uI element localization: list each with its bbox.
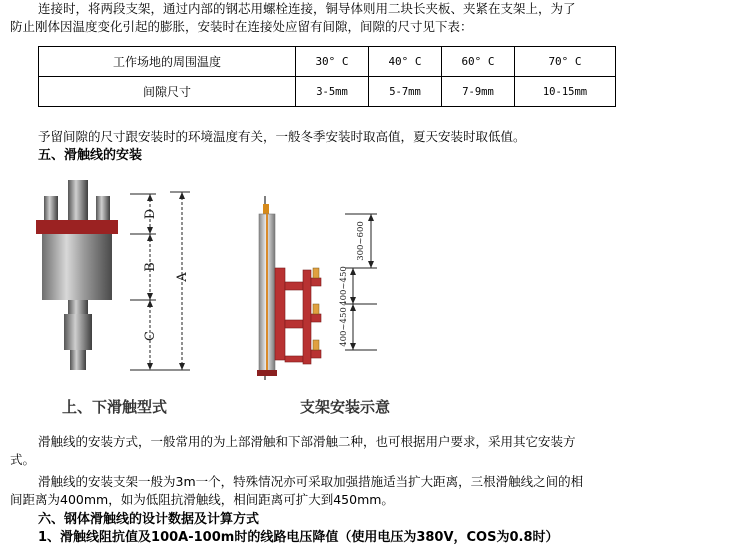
figure-caption: 支架安装示意 (300, 398, 391, 416)
table-cell: 60° C (442, 47, 515, 77)
bracket-arm (285, 320, 303, 328)
dim-label: 300~600 (356, 221, 366, 261)
subsection-title: 1、滑触线阻抗值及100A-100m时的线路电压降值（使用电压为380V，COS为0.8时） (38, 530, 559, 545)
paragraph-line: 连接时，将两段支架，通过内部的钢芯用螺栓连接，铜导体则用二块长夹板、夹紧在支架上，为了 (38, 1, 576, 16)
table-cell: 3-5mm (296, 77, 369, 107)
body (42, 234, 112, 300)
dim-label-c: C (143, 331, 158, 341)
dim-label: 400~450 (339, 307, 349, 347)
top-stud (44, 196, 58, 220)
figure-caption: 上、下滑触型式 (62, 398, 168, 416)
bracket-arm (285, 282, 303, 290)
bracket-arm (303, 270, 311, 364)
bracket-figure (245, 170, 415, 395)
dim-label: 400~450 (339, 266, 349, 306)
bracket-arm (285, 356, 303, 362)
insulator (313, 304, 319, 314)
red-flange (36, 220, 118, 234)
table-cell: 5-7mm (369, 77, 442, 107)
rod-foot (257, 370, 277, 376)
bracket-arm (311, 314, 321, 322)
top-stud (68, 180, 88, 220)
shaft (68, 300, 88, 314)
shaft (70, 350, 86, 370)
rod-core (266, 214, 268, 372)
insulator (313, 340, 319, 350)
shaft (64, 314, 92, 350)
table-row-header: 间隙尺寸 (39, 77, 296, 107)
paragraph-line: 防止刚体因温度变化引起的膨胀，安装时在连接处应留有间隙，间隙的尺寸见下表： (10, 19, 473, 34)
paragraph-line: 滑触线的安装支架一般为3m一个，特殊情况亦可采取加强措施适当扩大距离，三根滑触线之间的相 (38, 474, 584, 489)
bracket-arm (311, 278, 321, 286)
bracket-arm (275, 268, 285, 360)
dim-label-a: A (175, 272, 190, 282)
dim-label-d: D (143, 208, 158, 220)
table-row-header: 工作场地的周围温度 (39, 47, 296, 77)
dim-label-b: B (143, 262, 158, 272)
top-stud (96, 196, 110, 220)
table-cell: 40° C (369, 47, 442, 77)
gap-size-table (38, 46, 616, 107)
bracket-arm (311, 350, 321, 358)
table-cell: 10-15mm (515, 77, 616, 107)
rod-cap (263, 204, 269, 214)
table-cell: 7-9mm (442, 77, 515, 107)
collector-figure (30, 170, 230, 395)
table-cell: 30° C (296, 47, 369, 77)
section-title: 六、钢体滑触线的设计数据及计算方式 (38, 512, 260, 527)
paragraph-line: 予留间隙的尺寸跟安装时的环境温度有关，一般冬季安装时取高值，夏天安装时取低值。 (38, 129, 526, 144)
table-cell: 70° C (515, 47, 616, 77)
paragraph-line: 滑触线的安装方式，一般常用的为上部滑触和下部滑触二种，也可根据用户要求，采用其它安装方 (38, 434, 576, 449)
paragraph-line: 间距离为400mm，如为低阻抗滑触线，相间距离可扩大到450mm。 (10, 492, 394, 507)
insulator (313, 268, 319, 278)
paragraph-line: 式。 (10, 452, 36, 467)
section-title: 五、滑触线的安装 (38, 148, 143, 163)
